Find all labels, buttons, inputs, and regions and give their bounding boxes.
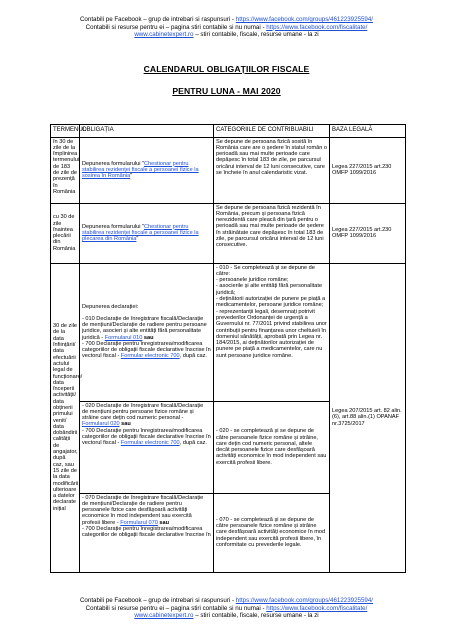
- obligation-text: ": [130, 173, 133, 180]
- footer-line2-text: Contabili si resurse pentru ei – pagina stiri contabile si nu numai -: [85, 604, 267, 612]
- form-020-link[interactable]: Formularul 020: [82, 421, 120, 428]
- footer-facebook-page-link[interactable]: https://www.facebook.com/fiscalitate/: [266, 604, 368, 612]
- obligation-text: , după caz.: [179, 440, 207, 447]
- form-010-link[interactable]: Formularul 010: [104, 334, 143, 341]
- header-website-link[interactable]: www.cabinetexpert.ro: [134, 31, 194, 39]
- term-cell: 30 de zile de la data înființării/ data efectuării actului legal de funcționare/ data începerii activității/ data obținerii primului venit/ data dobândirii calității de angajator, după caz, sau 15 zile de la data modificării ulterioare a datelor declarate inițial: [51, 263, 80, 572]
- questionnaire-arrival-link[interactable]: Chestionar pentru stabilirea rezidenței fiscale a persoanei fizice la sosirea în România: [82, 160, 199, 180]
- table-header-row: [51, 125, 406, 138]
- obligation-text: - 700 Declarație pentru înregistrarea/modificarea categoriilor de obligații fiscale declarative înscrise în vectorul fiscal -: [82, 427, 211, 447]
- footer-website-link[interactable]: www.cabinetexpert.ro: [134, 612, 194, 620]
- form-700-link[interactable]: Formular electronic 700: [120, 353, 180, 360]
- header-taxpayer-categories: CATEGORIILE DE CONTRIBUABILI: [214, 125, 330, 138]
- questionnaire-departure-link[interactable]: Chestionar pentru stabilirea rezidenței fiscale a persoanei fizice la plecarea din România: [82, 223, 199, 243]
- obligation-cell: [80, 401, 214, 493]
- obligation-text: - 020 Declarație de înregistrare fiscală/Declarație de mențiuni pentru persoane fizice române și străine care dețin cod numeric personal -: [82, 402, 204, 422]
- header-term: TERMENUL: [51, 125, 80, 138]
- obligation-text: sau: [119, 421, 131, 428]
- obligation-text: Depunerea formularului ": [82, 160, 144, 167]
- obligation-text: - 010 Declarație de înregistrare fiscală/Declarație de mențiuni/Declarație de radiere pentru persoane juridice, asocieri și alte entități fără personalitate juridică -: [82, 315, 207, 341]
- footer-line3-text: – stiri contabile, fiscale, resurse umane - la zi: [193, 612, 319, 620]
- obligation-text: - 700 Declarație pentru înregistrarea/modificarea categoriilor de obligații fiscale declarative înscrise în vectorul fiscal -: [82, 340, 211, 360]
- form-070-link[interactable]: Formularul 070: [120, 519, 158, 526]
- header-legal-basis: BAZA LEGALĂ: [330, 125, 406, 138]
- obligation-intro: Depunerea declarației:: [82, 304, 139, 311]
- page-subtitle: PENTRU LUNA - MAI 2020: [172, 86, 281, 96]
- table-row: [51, 137, 406, 203]
- obligation-text: ": [136, 236, 139, 243]
- legal-basis-cell: Legea 207/2015 art. 82 alin.(6), art.88 alin.(1) OPANAF nr.3725/2017: [330, 263, 406, 572]
- table-row: [51, 263, 406, 401]
- header-line1-text: Contabili pe Facebook – grup de intrebari si raspunsuri -: [79, 16, 236, 23]
- header-obligation: OBLIGAȚIA: [80, 125, 214, 138]
- category-cell: Se depune de persoana fizică rezidentă în România, precum și persoana fizică nerezidentă care pleacă din țară pentru o perioadă sau mai multe perioade de ședere în străinătate care depășesc în total 183 de zile, pe parcursul oricărui interval de 12 luni consecutive.: [214, 203, 330, 263]
- term-cell: în 30 de zile de la împlinirea termenului de 183 de zile de prezență în România: [51, 137, 80, 203]
- obligation-text: , după caz.: [179, 353, 207, 360]
- page-title: CALENDARUL OBLIGAȚIILOR FISCALE: [143, 64, 310, 74]
- category-cell: - 020 - se completează și se depune de către persoanele fizice române și străine, care dețin cod numeric personal, altele decât persoanele fizice care desfășoară activități economice în mod independent sau exercită profesii libere.: [214, 401, 330, 493]
- table-row: [51, 203, 406, 263]
- legal-basis-cell: Legea 227/2015 art.230 OMFP 1099/2016: [330, 137, 406, 203]
- obligation-text: - 070 Declarație de înregistrare fiscală/Declarație de mențiuni/Declarație de radiere pentru persoanele fizice care desfășoară activități economice în mod independent sau exercită profesii libere -: [82, 494, 204, 526]
- obligation-cell: [80, 203, 214, 263]
- obligation-text: sau: [142, 334, 154, 341]
- obligation-text: - 700 Declarație pentru înregistrarea/modificarea categoriilor de obligații fiscale declarative înscrise în: [82, 526, 211, 539]
- page-footer: [0, 597, 453, 620]
- header-line2-text: Contabili si resurse pentru ei – pagina stiri contabile si nu numai -: [85, 23, 267, 31]
- category-cell: - 010 - Se completează și se depune de către: - persoanele juridice române; - asocierile și alte entități fără personalitate juridică; - deținătorii autorizației de punere pe piață a medicamentelor, persoane juridice române; - reprezentanții legali, desemnați potrivit prevederilor Ordonanței de urgență a Guvernului nr. 77/2011 privind stabilirea unor contribuții pentru finanțarea unor cheltuieli în domeniul sănătății, aprobată prin Legea nr. 184/2015, ai deținătorilor autorizației de punere pe piață a medicamentelor, care nu sunt persoane juridice române.: [214, 263, 330, 401]
- obligation-cell: [80, 263, 214, 401]
- page-header: [0, 16, 453, 39]
- header-facebook-group-link[interactable]: https://www.facebook.com/groups/461223925594/: [235, 16, 374, 23]
- header-facebook-page-link[interactable]: https://www.facebook.com/fiscalitate/: [266, 23, 368, 31]
- category-cell: Se depune de persoana fizică sosită în România care are o ședere în statul român o perioadă sau mai multe perioade care depășesc în total 183 de zile, pe parcursul oricărui interval de 12 luni consecutive, care se încheie în anul calendaristic vizat.: [214, 137, 330, 203]
- obligation-cell: [80, 493, 214, 572]
- obligation-text: Depunerea formularului ": [82, 223, 144, 230]
- footer-facebook-group-link[interactable]: https://www.facebook.com/groups/461223925594/: [235, 597, 374, 604]
- form-700-link[interactable]: Formular electronic 700: [120, 440, 180, 447]
- legal-basis-cell: Legea 227/2015 art.230 OMFP 1099/2016: [330, 203, 406, 263]
- obligation-cell: [80, 137, 214, 203]
- footer-line1-text: Contabili pe Facebook – grup de intrebari si raspunsuri -: [79, 597, 236, 604]
- term-cell: cu 30 de zile înaintea plecării din România: [51, 203, 80, 263]
- category-cell: - 070 - se completează și se depune de către persoanele fizice române și străine care desfășoară activități economice în mod independent sau exercită profesii libere, în conformitate cu prevederile legale.: [214, 493, 330, 572]
- obligation-text: sau: [157, 519, 170, 526]
- header-line3-text: – stiri contabile, fiscale, resurse umane - la zi: [193, 31, 319, 39]
- obligations-table: [50, 124, 406, 573]
